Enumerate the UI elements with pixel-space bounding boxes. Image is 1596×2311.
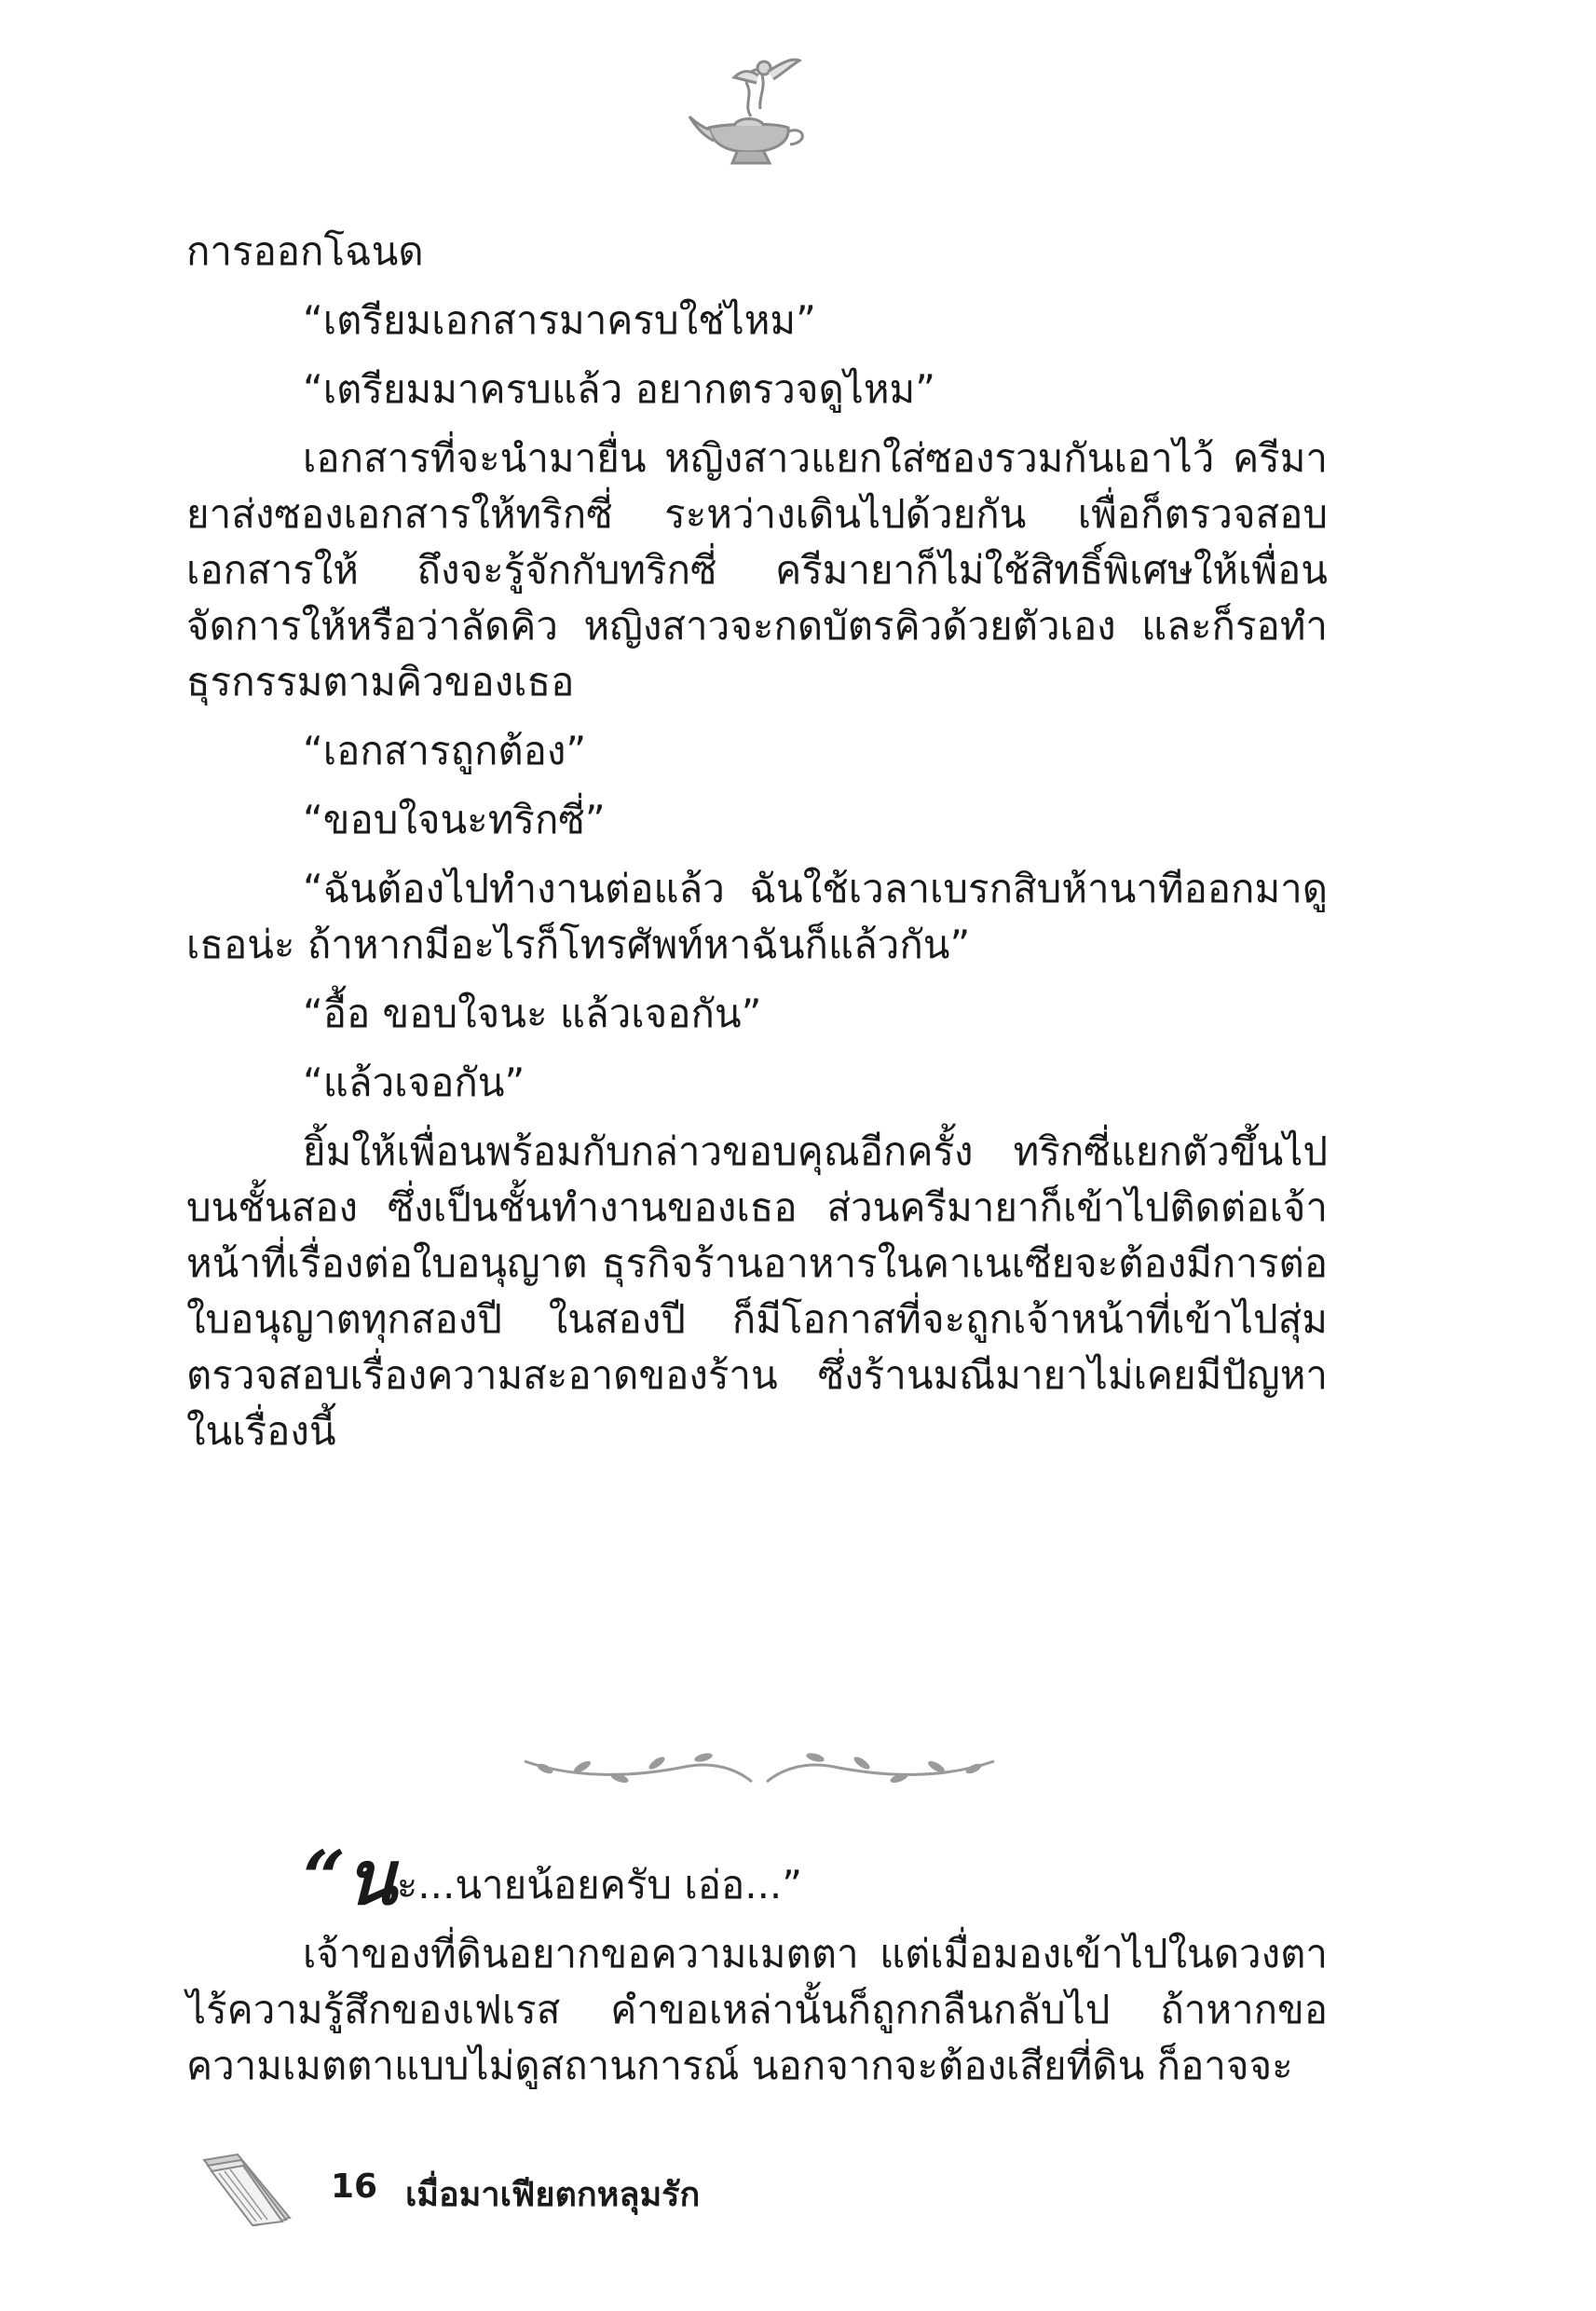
vine-divider-icon [517, 1741, 1002, 1797]
main-text [186, 224, 1328, 1472]
section-two-text [186, 1834, 1328, 2107]
paragraph: “เอกสารถูกต้อง” [303, 728, 587, 773]
page-footer [200, 2153, 1039, 2227]
paragraph: “อื้อ ขอบใจนะ แล้วเจอกัน” [303, 991, 762, 1036]
paragraph: เอกสารที่จะนำมายื่น หญิงสาวแยกใส่ซองรวมกันเอาไว้ ครีมายาส่งซองเอกสารให้ทริกซี่ ระหว่างเดินไปด้วยกัน เพื่อก็ตรวจสอบเอกสารให้ ถึงจะรู้จักกับทริกซี่ ครีมายาก็ไม่ใช้สิทธิ์พิเศษให้เพื่อนจัดการให้หรือว่าลัดคิว หญิงสาวจะกดบัตรคิวด้วยตัวเอง และก็รอทำธุรกรรมตามคิวของเธอ [186, 435, 1328, 704]
genie-lamp-icon [686, 51, 825, 172]
book-title: เมื่อมาเฟียตกหลุมรัก [405, 2176, 701, 2214]
paragraph: “เตรียมเอกสารมาครบใช่ไหม” [303, 297, 816, 343]
paragraph: “แล้วเจอกัน” [303, 1060, 525, 1105]
opening-text: ะ...นายน้อยครับ เอ่อ...” [396, 1862, 803, 1908]
dropcap-quote: “ [303, 1834, 347, 1921]
paragraph: “ฉันต้องไปทำงานต่อแล้ว ฉันใช้เวลาเบรกสิบห้านาทีออกมาดูเธอน่ะ ถ้าหากมีอะไรก็โทรศัพท์หาฉันก็แล้วกัน” [186, 866, 1328, 967]
page-number: 16 [331, 2167, 378, 2206]
paragraph: การออกโฉนด [186, 228, 424, 274]
paragraph: ยิ้มให้เพื่อนพร้อมกับกล่าวขอบคุณอีกครั้ง ทริกซี่แยกตัวขึ้นไปบนชั้นสอง ซึ่งเป็นชั้นทำงานของเธอ ส่วนครีมายาก็เข้าไปติดต่อเจ้าหน้าที่เรื่องต่อใบอนุญาต ธุรกิจร้านอาหารในคาเนเซียจะต้องมีการต่อใบอนุญาตทุกสองปี ในสองปี ก็มีโอกาสที่จะถูกเจ้าหน้าที่เข้าไปสุ่มตรวจสอบเรื่องความสะอาดของร้าน ซึ่งร้านมณีมายาไม่เคยมีปัญหาในเรื่องนี้ [186, 1128, 1328, 1454]
book-pages-icon [200, 2153, 293, 2227]
opening-line [186, 1834, 1328, 1921]
paragraph: “ขอบใจนะทริกซี่” [303, 797, 606, 842]
paragraph: เจ้าของที่ดินอยากขอความเมตตา แต่เมื่อมองเข้าไปในดวงตาไร้ความรู้สึกของเฟเรส คำขอเหล่านั้นก็ถูกกลืนกลับไป ถ้าหากขอความเมตตาแบบไม่ดูสถานการณ์ นอกจากจะต้องเสียที่ดิน ก็อาจจะ [186, 1931, 1328, 2088]
paragraph: “เตรียมมาครบแล้ว อยากตรวจดูไหม” [303, 366, 935, 412]
dropcap-letter: น [346, 1834, 397, 1921]
